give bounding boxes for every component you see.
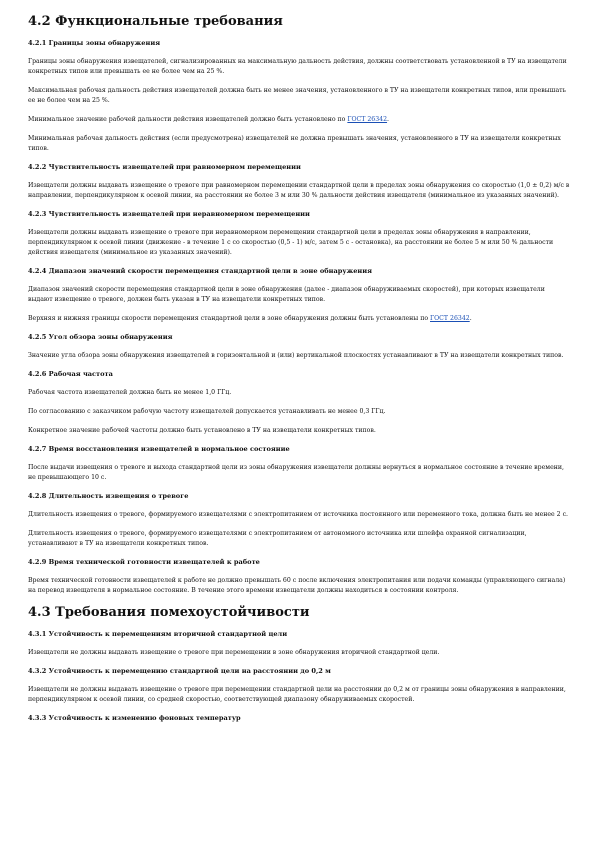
paragraph: По согласованию с заказчиком рабочую частоту извещателей допускается устанавливать не менее 0,3 ГГц. <box>28 408 386 415</box>
heading-4-2-5: 4.2.5 Угол обзора зоны обнаружения <box>28 333 173 341</box>
paragraph-text: Верхняя и нижняя границы скорости перемещения стандартной цели в зоне обнаружения должны быть установлены по <box>28 315 431 322</box>
paragraph: Извещатели должны выдавать извещение о тревоге при равномерном перемещении стандартной цели в пределах зоны обнаружения со скоростью (1,0 ± 0,2) м/с в направлении, перпендикулярном к осевой линии, на расстоянии не более 3 м или 30 % дальности действия извещателя (минимальное из указанных значений). <box>28 182 570 199</box>
heading-4-2-8: 4.2.8 Длительность извещения о тревоге <box>28 492 189 500</box>
heading-4-2-6: 4.2.6 Рабочая частота <box>28 370 113 378</box>
paragraph: Максимальная рабочая дальность действия извещателей должна быть не менее значения, установленного в ТУ на извещатели конкретных типов, или превышать ее не более чем на 25 %. <box>28 87 566 104</box>
paragraph: Минимальная рабочая дальность действия (если предусмотрена) извещателей не должна превышать значения, установленного в ТУ на извещатели конкретных типов. <box>28 135 561 152</box>
paragraph: Длительность извещения о тревоге, формируемого извещателями с электропитанием от источника постоянного или переменного тока, должна быть не менее 2 с. <box>28 511 569 518</box>
paragraph-text: . <box>387 116 390 123</box>
paragraph: Конкретное значение рабочей частоты должно быть установлено в ТУ на извещатели конкретных типов. <box>28 427 376 434</box>
paragraph: Диапазон значений скорости перемещения стандартной цели в зоне обнаружения (далее - диапазон обнаруживаемых скоростей), при которых извещатели выдают извещение о тревоге, должен быть указан в ТУ на извещатели конкретных типов. <box>28 286 545 303</box>
paragraph: Извещатели не должны выдавать извещение о тревоге при перемещении в зоне обнаружения вторичной стандартной цели. <box>28 649 440 656</box>
heading-4-2-1: 4.2.1 Границы зоны обнаружения <box>28 39 161 47</box>
section-title-4-3: 4.3 Требования помехоустойчивости <box>28 605 310 620</box>
paragraph: Рабочая частота извещателей должна быть не менее 1,0 ГГц. <box>28 389 232 396</box>
heading-4-2-7: 4.2.7 Время восстановления извещателей в нормальное состояние <box>28 445 290 453</box>
paragraph <box>28 115 570 125</box>
paragraph-text: Минимальное значение рабочей дальности действия извещателей должно быть установлено по <box>28 116 348 123</box>
heading-4-3-1: 4.3.1 Устойчивость к перемещениям вторичной стандартной цели <box>28 630 288 638</box>
paragraph: Извещатели должны выдавать извещение о тревоге при неравномерном перемещении стандартной цели в пределах зоны обнаружения в направлении, перпендикулярном к осевой линии (движение - в течение 1 с со скоростью (0,5 - 1) м/с, затем 5 с - остановка), на расстоянии не более 5 м или 50 % дальности действия извещателя (минимальное из указанных значений). <box>28 229 554 256</box>
heading-4-2-4: 4.2.4 Диапазон значений скорости перемещения стандартной цели в зоне обнаружения <box>28 267 373 275</box>
gost-link[interactable]: ГОСТ 26342 <box>430 315 470 322</box>
paragraph <box>28 314 570 324</box>
paragraph: После выдачи извещения о тревоге и выхода стандартной цели из зоны обнаружения извещатели должны вернуться в нормальное состояние в течение времени, не превышающего 10 с. <box>28 464 564 481</box>
paragraph: Значение угла обзора зоны обнаружения извещателей в горизонтальной и (или) вертикальной плоскостях устанавливают в ТУ на извещатели конкретных типов. <box>28 352 564 359</box>
section-title-4-2: 4.2 Функциональные требования <box>28 14 283 29</box>
paragraph: Длительность извещения о тревоге, формируемого извещателями с электропитанием от автономного источника или шлейфа охранной сигнализации, устанавливают в ТУ на извещатели конкретных типов. <box>28 530 527 547</box>
heading-4-3-3: 4.3.3 Устойчивость к изменению фоновых температур <box>28 714 241 722</box>
paragraph: Границы зоны обнаружения извещателей, сигнализированных на максимальную дальность действия, должны соответствовать установленной в ТУ на извещатели конкретных типов или превышать ее не более чем на 25 %. <box>28 58 567 75</box>
heading-4-2-9: 4.2.9 Время технической готовности извещателей к работе <box>28 558 260 566</box>
heading-4-3-2: 4.3.2 Устойчивость к перемещению стандартной цели на расстоянии до 0,2 м <box>28 667 331 675</box>
gost-link[interactable]: ГОСТ 26342 <box>347 116 388 123</box>
paragraph-text: . <box>469 315 472 322</box>
paragraph: Время технической готовности извещателей к работе не должно превышать 60 с после включения электропитания или подачи команды (управляющего сигнала) на перевод извещателя в нормальное состояние. В течение этого времени извещатели должны находиться в состоянии контроля. <box>28 577 566 594</box>
heading-4-2-3: 4.2.3 Чувствительность извещателей при неравномерном перемещении <box>28 210 310 218</box>
paragraph: Извещатели не должны выдавать извещение о тревоге при перемещении стандартной цели на расстоянии до 0,2 м от границы зоны обнаружения в направлении, перпендикулярном к осевой линии, со средней скоростью, соответствующей диапазону обнаруживаемых скоростей. <box>28 686 566 703</box>
heading-4-2-2: 4.2.2 Чувствительность извещателей при равномерном перемещении <box>28 163 301 171</box>
